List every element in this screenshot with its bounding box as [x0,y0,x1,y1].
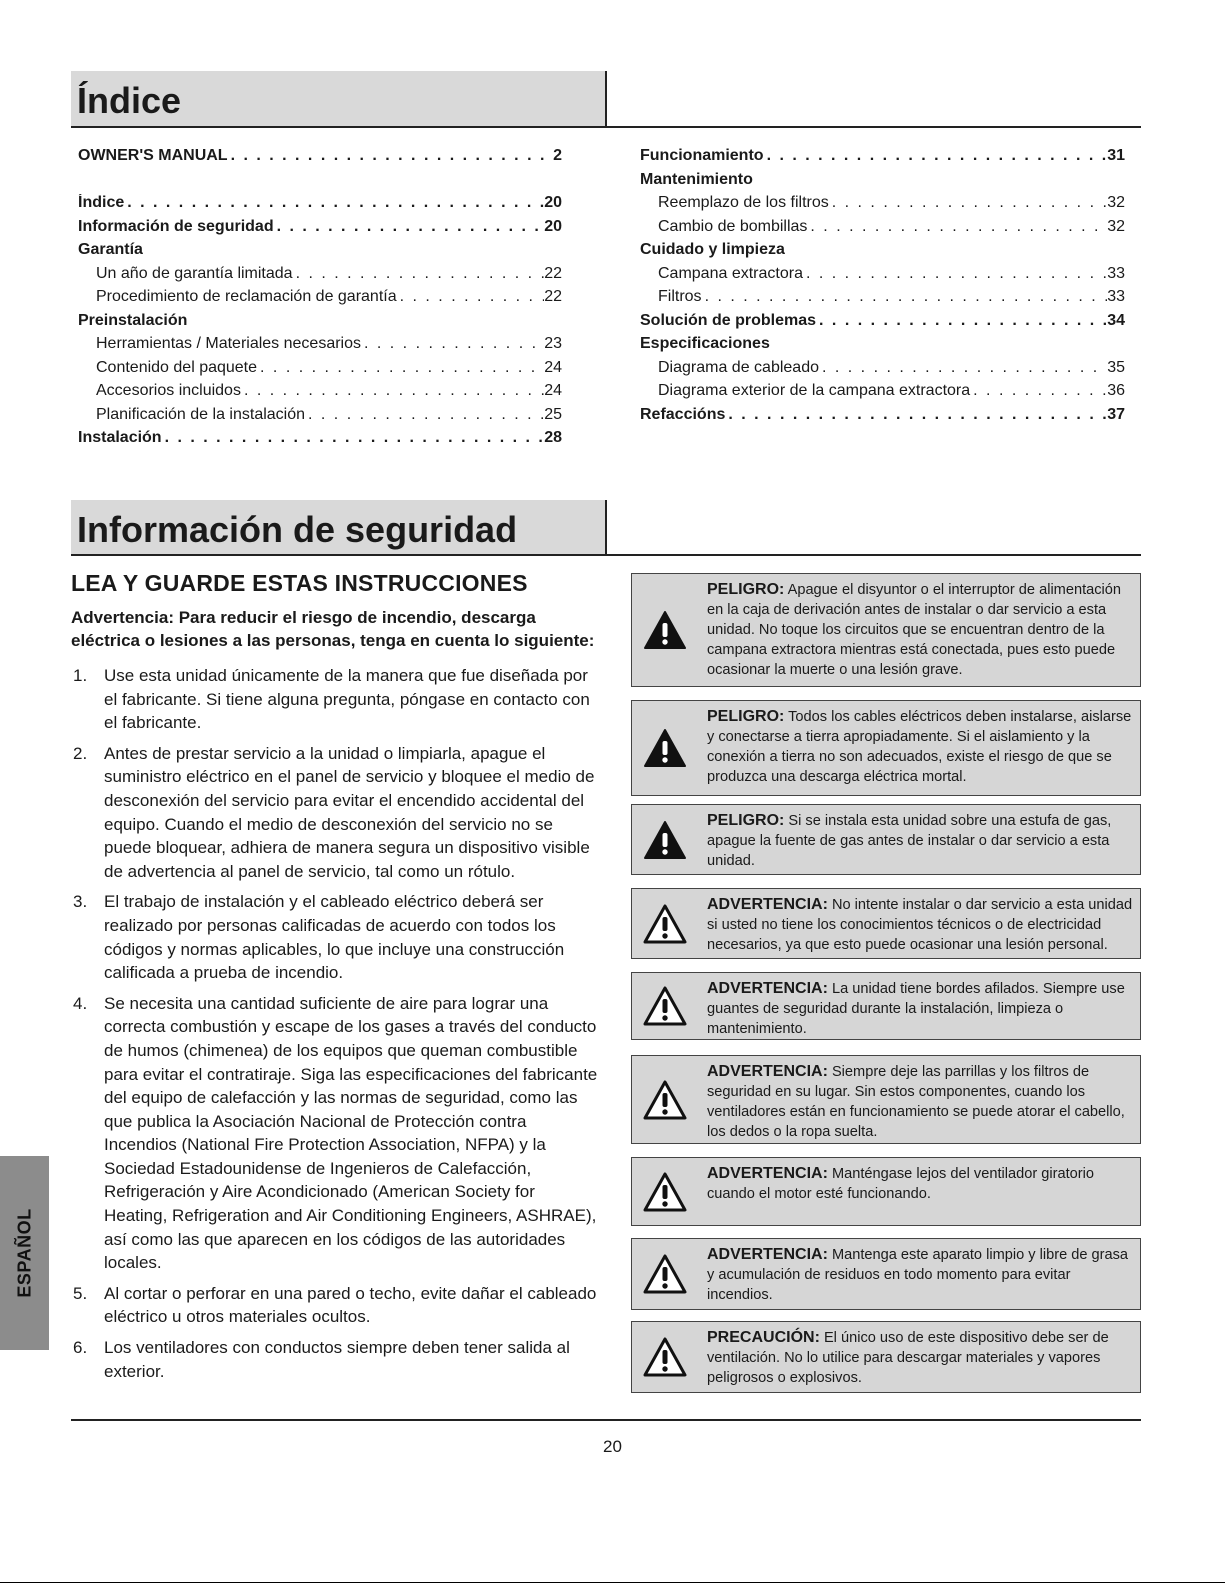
hazard-box [631,1238,1141,1310]
toc-entry-page: 28 [544,429,562,446]
hazard-body: Siempre deje las parrillas y los filtros de seguridad en su lugar. Sin estos componentes, cuando los ventiladores están en funcionamiento se puede atorar el cabello, los dedos o la ropa suelta. [707,1064,1125,1140]
hazard-body: El único uso de este dispositivo debe ser de ventilación. No lo utilice para descargar materiales y vapores peligrosos o explosivos. [707,1330,1109,1386]
toc-header [71,71,1141,128]
toc-entry-label: Campana extractora [658,264,803,282]
instruction-number: 1. [73,666,88,685]
instruction-text: Use esta unidad únicamente de la manera que fue diseñada por el fabricante. Si tiene alguna pregunta, póngase en contacto con el fabricante. [104,666,590,733]
toc-leader-dots [397,288,545,306]
toc-entry [78,288,562,312]
toc-entry-label: Planificación de la instalación [96,405,306,423]
toc-entry [78,406,562,430]
hazard-box [631,1157,1141,1226]
page-number: 20 [603,1437,622,1456]
toc-entry [640,406,1125,430]
danger-icon [632,805,698,874]
toc-leader-dots [257,359,544,377]
toc-entry-label: OWNER'S MANUAL [78,147,228,164]
warning-icon [632,1239,698,1309]
toc-entry-label: Reemplazo de los filtros [658,194,829,211]
toc-leader-dots [228,147,554,165]
instruction-text: Antes de prestar servicio a la unidad o limpiarla, apague el suministro eléctrico en el panel de servicio y bloquee el medio de desconexión del servicio para evitar el encendido accidental del equipo. Cuando el medio de desconexión del servicio no se puede bloquear, adhiera de manera segura un dispositivo visible de advertencia al panel de servicio, tal como un rótulo. [104,743,595,881]
hazard-text [707,979,1134,1039]
instruction-item [71,1282,601,1329]
hazard-box [631,1321,1141,1393]
instruction-number: 5. [73,1283,88,1303]
toc-entry-label: Funcionamiento [640,147,764,164]
toc-entry [640,194,1125,218]
hazard-label: ADVERTENCIA: [707,896,828,913]
hazard-body: La unidad tiene bordes afilados. Siempre use guantes de seguridad durante la instalación, limpieza o mantenimiento. [707,981,1125,1037]
instruction-text: Se necesita una cantidad suficiente de aire para lograr una correcta combustión y escape de los gases a través del conducto de humos (chimenea) de los equipos que queman combustible para evitar el contratiraje. Siga las especificaciones del fabricante del equipo de calefacción y las normas de seguridad, como las que publica la Asociación Nacional de Protección contra Incendios (National Fire Protection Association, NFPA) y la Sociedad Estadounidense de Ingenieros de Calefacción, Refrigeración y Aire Acondicionado (American Society for Heating, Refrigeration and Air Conditioning Engineers, ASHRAE), así como las que aparecen en los códigos de las autoridades locales. [104,993,598,1273]
toc-entry-page: 31 [1107,147,1125,164]
toc-entry [640,218,1125,242]
hazard-box [631,1055,1141,1144]
toc-entry-label: Mantenimiento [640,170,753,188]
toc-entry [640,312,1125,336]
toc-leader-dots [819,359,1107,377]
toc-leader-dots [807,218,1107,236]
toc-entry-label: Especificaciones [640,335,770,352]
language-tab [0,1156,49,1350]
instruction-number: 3. [73,892,88,912]
toc-leader-dots [361,335,544,353]
toc-entry [78,194,562,218]
toc-entry-page: 20 [544,217,562,235]
toc-leader-dots [803,265,1107,283]
hazard-body: Si se instala esta unidad sobre una estufa de gas, apague la fuente de gas antes de instalar o dar servicio a esta unidad. [707,813,1112,869]
toc-entry-page: 33 [1107,264,1125,282]
hazard-text [707,707,1134,787]
instruction-number: 6. [73,1338,88,1358]
toc-leader-dots [274,218,545,236]
instruction-text: Los ventiladores con conductos siempre deben tener salida al exterior. [104,1338,570,1381]
language-tab-label: ESPAÑOL [14,1208,34,1298]
bottom-edge-line [0,1582,1225,1583]
toc-entry-page: 2 [553,147,562,164]
footer-divider [71,1419,1141,1421]
toc-entry-page: 35 [1107,358,1125,376]
hazard-body: Todos los cables eléctricos deben instalarse, aislarse y conectarse a tierra apropiadamente. Si el aislamiento y la conexión a tierra no son adecuados, existe el riesgo de que se produzca una descarga eléctrica mortal. [707,709,1132,785]
instruction-item [71,1336,601,1383]
instruction-item [71,742,601,884]
hazard-text [707,580,1134,680]
hazard-label: PELIGRO: [707,812,785,829]
toc-entry-page: 32 [1107,194,1125,211]
toc-leader-dots [305,406,544,424]
toc-leader-dots [816,312,1107,330]
hazard-body: Manténgase lejos del ventilador giratorio cuando el motor esté funcionando. [707,1166,1094,1202]
toc-entry-page: 24 [544,358,562,376]
toc-entry-page: 37 [1107,405,1125,423]
toc-entry-page: 33 [1107,288,1125,305]
toc-entry-label: Refaccións [640,405,726,423]
toc-leader-dots [702,288,1108,306]
instruction-item [71,664,601,735]
toc-entry-label: Filtros [658,288,702,305]
toc-entry-page: 22 [544,288,562,305]
toc-leader-dots [241,382,544,400]
toc-entry-label: Accesorios incluidos [96,382,241,399]
toc-entry-page: 22 [544,264,562,282]
toc-entry-page: 24 [544,382,562,399]
toc-right-column [640,147,1125,429]
safety-header [71,500,1141,556]
toc-title: Índice [77,80,182,121]
toc-entry [78,382,562,406]
toc-entry [78,218,562,242]
warning-icon [632,1158,698,1225]
hazard-text [707,1328,1134,1388]
toc-header-bar [71,71,607,126]
hazard-label: ADVERTENCIA: [707,980,828,997]
hazard-box [631,804,1141,875]
hazard-body: No intente instalar o dar servicio a esta unidad si usted no tiene los conocimientos técnicos o de electricidad necesarios, ya que esto puede ocasionar una lesión personal. [707,897,1133,953]
instruction-text: Al cortar o perforar en una pared o techo, evite dañar el cableado eléctrico u otros materiales ocultos. [104,1283,597,1327]
toc-entry [640,382,1125,406]
toc-left-column [78,147,562,453]
instruction-number: 2. [73,743,88,763]
hazard-body: Mantenga este aparato limpio y libre de grasa y acumulación de residuos en todo momento para evitar incendios. [707,1247,1129,1303]
toc-leader-dots [124,194,544,212]
caution-icon [632,1322,698,1392]
hazard-text [707,895,1134,955]
toc-entry-label: Información de seguridad [78,217,274,235]
toc-entry-label: Cambio de bombillas [658,217,808,235]
toc-entry [640,359,1125,383]
danger-icon [632,701,698,795]
hazard-label: PELIGRO: [707,708,785,725]
instruction-text: El trabajo de instalación y el cableado eléctrico deberá ser realizado por personas calificadas de acuerdo con todos los códigos y normas aplicables, lo que incluye una construcción calificada a prueba de incendio. [104,892,565,983]
toc-entry [640,335,1125,359]
toc-leader-dots [293,265,545,283]
toc-entry [78,312,562,336]
toc-entry-label: Herramientas / Materiales necesarios [96,335,361,352]
toc-entry-label: Cuidado y limpieza [640,241,785,258]
hazard-label: ADVERTENCIA: [707,1246,828,1263]
toc-entry-page: 34 [1107,311,1125,329]
hazard-body: Apague el disyuntor o el interruptor de alimentación en la caja de derivación antes de instalar o dar servicio a esta unidad. No toque los circuitos que se encuentran dentro de la campana extractora mientras está conectada, pues esto puede ocasionar la muerte o una lesión grave. [707,582,1122,678]
toc-entry [78,335,562,359]
toc-leader-dots [764,147,1108,165]
hazard-label: PRECAUCIÓN: [707,1329,820,1346]
instruction-number: 4. [73,993,88,1013]
hazard-box [631,700,1141,796]
toc-entry [78,265,562,289]
warning-icon [632,973,698,1039]
safety-header-bar [71,500,607,554]
hazard-label: ADVERTENCIA: [707,1063,828,1080]
toc-leader-dots [829,194,1107,212]
toc-entry-label: Preinstalación [78,311,188,329]
toc-entry-label: Un año de garantía limitada [96,264,293,282]
instruction-item [71,992,601,1275]
toc-leader-dots [162,429,545,447]
toc-entry [640,288,1125,312]
toc-entry-page: 36 [1107,382,1125,399]
hazard-label: ADVERTENCIA: [707,1165,828,1182]
hazard-label: PELIGRO: [707,581,785,598]
toc-entry-label: Procedimiento de reclamación de garantía [96,288,397,305]
instructions-list [71,664,601,1390]
toc-entry [640,147,1125,171]
toc-entry-label: Solución de problemas [640,311,817,329]
toc-entry-label: Instalación [78,429,162,446]
toc-entry [78,147,562,171]
toc-entry [78,241,562,265]
hazard-text [707,1245,1134,1305]
hazard-box [631,888,1141,959]
toc-entry-page: 32 [1107,217,1125,235]
hazard-text [707,1062,1134,1142]
toc-entry-label: Diagrama de cableado [658,358,819,376]
toc-entry-page: 23 [544,335,562,352]
toc-entry-label: Garantía [78,241,143,258]
hazard-box [631,573,1141,687]
hazard-text [707,811,1134,871]
toc-entry [78,359,562,383]
safety-title: Información de seguridad [77,509,518,550]
toc-entry-page: 25 [544,405,562,423]
instruction-item [71,890,601,984]
warning-icon [632,889,698,958]
instructions-title: LEA Y GUARDE ESTAS INSTRUCCIONES [71,570,528,596]
toc-entry [640,171,1125,195]
instructions-warning: Advertencia: Para reducir el riesgo de incendio, descarga eléctrica o lesiones a las personas, tenga en cuenta lo siguiente: [71,608,595,650]
toc-entry [640,241,1125,265]
hazard-text [707,1164,1134,1204]
toc-leader-dots [725,406,1107,424]
toc-entry [640,265,1125,289]
hazard-box [631,972,1141,1040]
toc-entry-label: Índice [78,194,125,211]
danger-icon [632,574,698,686]
toc-entry-label: Diagrama exterior de la campana extractora [658,382,971,399]
toc-leader-dots [970,382,1107,400]
toc-entry-page: 20 [544,194,562,211]
toc-entry [78,429,562,453]
toc-entry-label: Contenido del paquete [96,358,258,376]
warning-icon [632,1056,698,1143]
